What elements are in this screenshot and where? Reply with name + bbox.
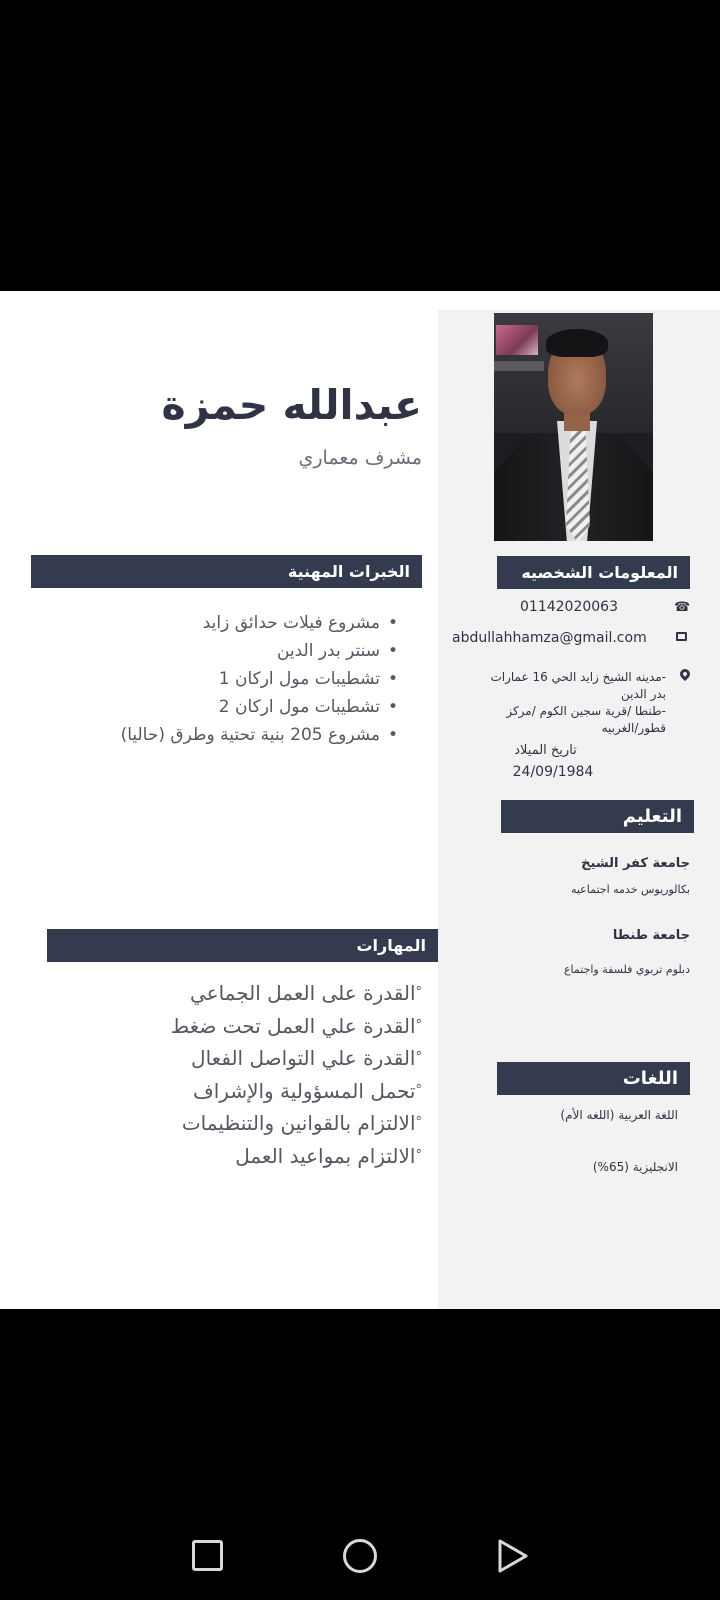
profile-photo	[494, 313, 653, 541]
experience-item: • مشروع فيلات حدائق زايد	[80, 609, 402, 637]
experience-list	[80, 609, 402, 749]
experience-header: الخبرات المهنية	[31, 555, 422, 588]
resume-document	[0, 291, 720, 1309]
address	[468, 669, 666, 737]
back-triangle-icon[interactable]	[496, 1538, 530, 1574]
person-name: عبدالله حمزة	[161, 381, 422, 429]
birth-date-label: تاريخ الميلاد	[514, 743, 577, 758]
email-address: abdullahhamza@gmail.com	[452, 630, 647, 646]
skill-bullet: °	[415, 1147, 422, 1163]
skill-bullet: °	[415, 1115, 422, 1130]
skill-item: °تحمل المسؤولية والإشراف	[193, 1078, 422, 1103]
education-school: جامعة طنطا	[612, 928, 690, 943]
experience-item: • تشطيبات مول اركان 1	[80, 665, 402, 693]
personal-info-header: المعلومات الشخصيه	[497, 556, 690, 589]
education-degree: بكالوريوس خدمه اجتماعيه	[570, 883, 690, 896]
recents-square-icon[interactable]	[192, 1540, 223, 1571]
language-item: الانجليزية (65%)	[592, 1160, 678, 1174]
phone-icon: ☎	[674, 600, 691, 615]
skills-header: المهارات	[47, 929, 438, 962]
job-title: مشرف معماري	[298, 447, 422, 469]
skill-bullet: °	[415, 1050, 422, 1065]
skill-item: °الالتزام بالقوانين والتنظيمات	[181, 1111, 422, 1135]
education-degree: دبلوم تربوي فلسفة واجتماع	[563, 963, 690, 976]
birth-date: 24/09/1984	[512, 764, 594, 780]
experience-item: • سنتر بدر الدين	[80, 637, 402, 665]
home-circle-icon[interactable]	[343, 1539, 377, 1573]
address-line: بدر الدين	[620, 687, 666, 701]
skill-bullet: °	[415, 1082, 422, 1098]
education-school: جامعة كفر الشيخ	[581, 856, 690, 871]
mail-icon	[676, 632, 687, 641]
address-line: -طنطا /قرية سجين الكوم /مركز	[506, 704, 666, 718]
system-navigation-bar	[0, 1510, 720, 1600]
skill-item: °القدرة علي العمل تحت ضغط	[170, 1013, 422, 1038]
skill-bullet: °	[415, 1017, 422, 1033]
skill-bullet: °	[415, 985, 422, 1000]
experience-item: • مشروع 205 بنية تحتية وطرق (حاليا)	[80, 721, 402, 749]
education-header: التعليم	[501, 800, 694, 833]
skill-item: °القدرة على العمل الجماعي	[189, 981, 422, 1005]
skill-item: °الالتزام بمواعيد العمل	[235, 1143, 422, 1168]
address-line: -مدينه الشيخ زايد الحي 16 عمارات	[490, 670, 666, 684]
skills-list	[60, 977, 422, 1172]
phone-number: 01142020063	[520, 599, 618, 615]
experience-item: • تشطيبات مول اركان 2	[80, 693, 402, 721]
skill-item: °القدرة علي التواصل الفعال	[191, 1046, 422, 1070]
address-line: قطور/الغربيه	[601, 721, 666, 735]
languages-header: اللغات	[497, 1062, 690, 1095]
language-item: اللغة العربية (اللغه الأم)	[560, 1108, 678, 1122]
